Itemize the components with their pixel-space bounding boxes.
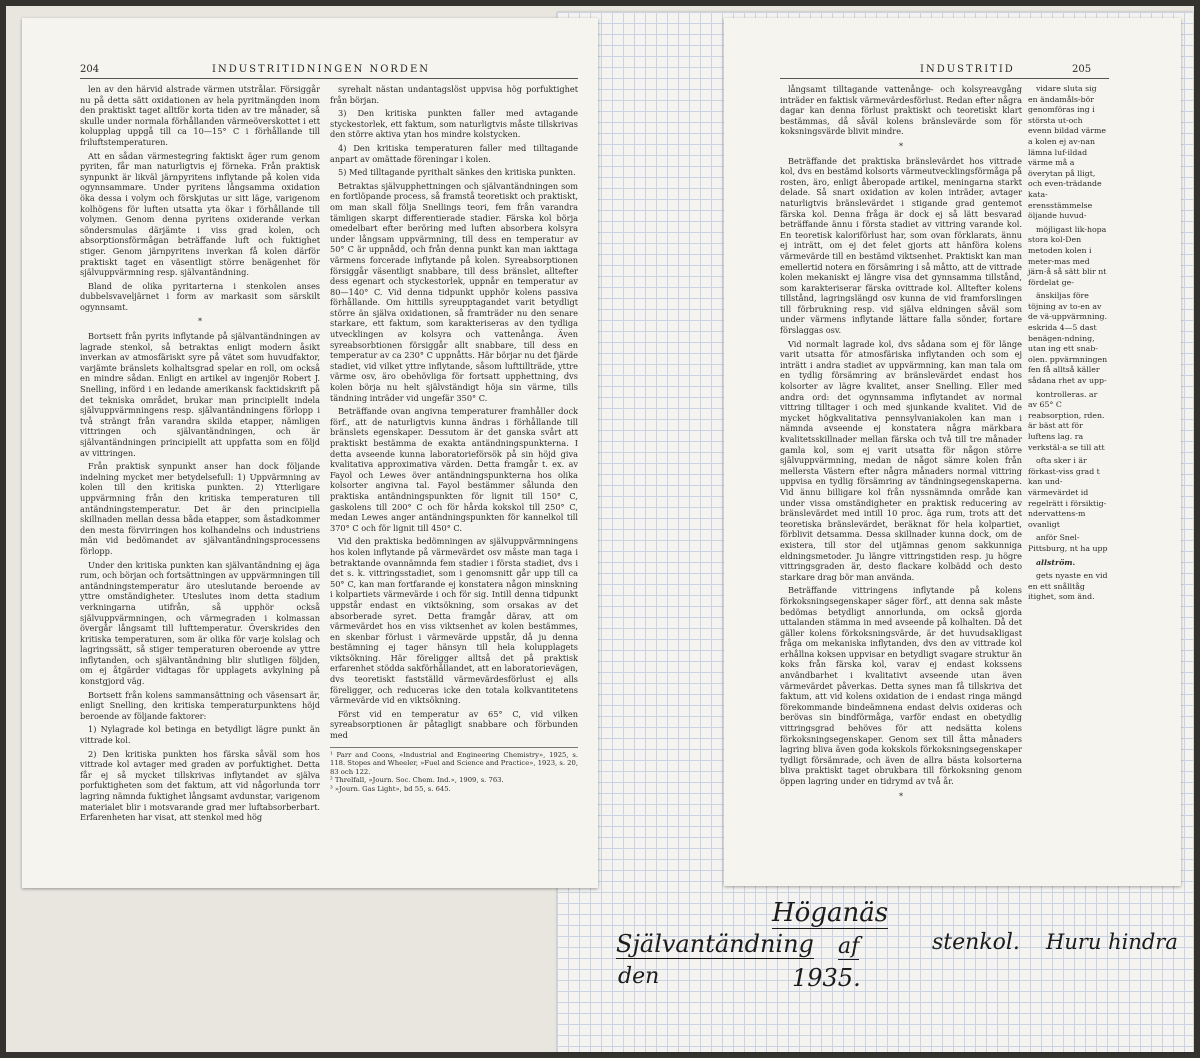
page-header-left bbox=[22, 64, 598, 82]
header-rule bbox=[780, 78, 1109, 79]
clipping-page-205 bbox=[724, 18, 1181, 886]
section-asterisk: * bbox=[898, 140, 904, 151]
paragraph-fragment: gets nyaste en vid en ett snålltåg itighet, som änd. bbox=[1028, 571, 1108, 602]
header-rule bbox=[80, 78, 578, 79]
paragraph: 4) Den kritiska temperaturen faller med tilltagande anpart av omättade föreningar i kolen. bbox=[330, 142, 578, 164]
right-page-column-2-cut bbox=[1028, 84, 1108, 606]
handwritten-year: 1935. bbox=[792, 964, 861, 992]
paragraph-fragment: anför Snel-Pittsburg, nt ha upp bbox=[1028, 533, 1108, 553]
paragraph-fragment: kontrolleras. ar av 65° C reabsorption, rden. är bäst att för luftens lag. ra verkstäl-a se till att bbox=[1028, 389, 1105, 452]
footnotes bbox=[330, 747, 578, 794]
handwritten-word: stenkol. bbox=[932, 930, 1020, 955]
handwritten-title: Höganäs bbox=[772, 898, 889, 928]
page-number: 204 bbox=[80, 64, 100, 75]
handwritten-subject: Självantändning bbox=[616, 930, 814, 958]
journal-title: INDUSTRITIDNINGEN NORDEN bbox=[212, 64, 430, 75]
paragraph: Betraktas självupphettningen och självantändningen som en fortlöpande process, så framstå teoretiskt och praktiskt, om man skall följa Snellings teori, fem från varandra tämligen skarpt differentierade stadier. Färska kol börja omedelbart efter beröring med luften absorbera kolsyra under långsam uppvärmning, till dess en temperatur av 50° C är uppnådd, och från denna punkt kan man iakttaga värmens forcerade inflytande på kolen. Syreabsorptionen försiggår väsentligt snabbare, till dess bränslet, alltefter dess egenart och styckestorlek, uppnår en temperatur av 80—140° C. Vid denna tidpunkt upphör kolens passiva förhållande. Om hittills syreupptagandet varit betydligt större än själva oxidationen, så framträder nu den senare starkare, ett faktum, som karakteriseras av den tydliga utvecklingen av kolsyra och vattenånga. Även syreabsorbtionen försiggår allt snabbare, till dess en temperatur av ca 230° C uppnåtts. Här börjar nu det fjärde stadiet, vid vilket yttre inflytande, såsom lufttillträde, yttre värme osv, äro obehövliga för fortsatt upphettning, dvs kolen börja nu helt självständigt höja sin värme, tills tändning inträder vid ungefär 350° C. bbox=[330, 180, 578, 403]
paragraph: Bortsett från kolens sammansättning och väsensart är, enligt Snelling, den kritiska temperaturpunktens höjd beroende av följande faktorer: bbox=[80, 689, 320, 721]
paragraph: 3) Den kritiska punkten faller med avtagande styckestorlek, ett faktum, som naturligtvis måste tillskrivas den större aktiva ytan hos mindre kolstycken. bbox=[330, 108, 578, 140]
paragraph: Först vid en temperatur av 65° C, vid vilken syreabsorptionen är påtagligt snabbare och förbunden med bbox=[330, 708, 578, 741]
handwritten-question: Huru hindra bbox=[1046, 930, 1178, 954]
paragraph: syrehalt nästan undantagslöst uppvisa hög porfuktighet från början. bbox=[330, 84, 578, 105]
paragraph-fragment: allström. bbox=[1036, 557, 1076, 567]
left-page-column-1 bbox=[80, 84, 320, 826]
paragraph: Beträffande det praktiska bränslevärdet hos vittrade kol, dvs en bestämd kolsorts värmeutvecklingsförmåga på rosten, äro, enligt åberopade artikel, meningarna starkt delade. Så snart oxidation av kolen inträder, avtager naturligtvis bränslevärdet i stigande grad gentemot färska kol. Denna fråga är dock ej så lätt besvarad beträffande ännu i första stadiet av vittring varande kol. En teoretisk kaloriförlust har, som ovan förklarats, ännu ej inträtt, om ej det felet gjorts att hänföra kolens värmevärde till en bestämd viktsenhet. Praktiskt kan man emellertid notera en försämring i så måtto, att de vittrade kolen mekaniskt ej längre visa det gynnsamma tillstånd, som karakteriserar färska ovittrade kol. Alltefter kolens tillstånd, lagringslängd osv kunna de vid framforslingen till förbrukning resp. vid själva eldningen såväl som under värmens inflytande lättare falla sönder, fortare förslaggas osv. bbox=[780, 155, 1022, 336]
right-page-column-1 bbox=[780, 84, 1022, 805]
paragraph: långsamt tilltagande vattenånge- och kolsyreavgång inträder en faktisk värmevärdesförlust. Redan efter några dagar kan denna förlust praktiskt och teoretiskt klart bestämmas, då såväl kolens bränslevärde som för koksningsvärde blivit mindre. bbox=[780, 84, 1022, 137]
paragraph-fragment: möjligast lik-hopa stora kol-Den metoden kolen i meter-mas med järn-å så sätt blir nt fördelat ge- bbox=[1028, 224, 1107, 287]
paragraph: Att en sådan värmestegring faktiskt äger rum genom pyriten, får man naturligtvis ej förneka. Från praktisk synpunkt är likväl järnpyritens inflytande på kolen vida ogynnsammare. Under pyritens långsamma oxidation öka dessa i volym och förskjutas ur sitt läge, varigenom kolhögens för luften utsatta yta ökar i förhållande till volymen. Genom denna pyritens oxiderande verkan söndersmulas därjämte i viss grad kolen, och absorptionsförmågan beträffande luft och fuktighet stiger. Genom järnpyritens inverkan få kolen därför praktiskt taget en väsentligt större benägenhet för självuppvärmning resp. självantändning. bbox=[80, 150, 320, 278]
section-asterisk: * bbox=[197, 316, 203, 327]
paragraph: Beträffande vittringens inflytande på kolens förkoksningsegenskaper säger förf., att denna sak måste bedömas betydligt annorlunda, om också gjorda uttalanden stämma in med avseende på kolhalten. Då det gäller kolens förkoksningsvärde, är det huvudsakligast fråga om mekaniska inflytanden, dvs den av vittrade kol erhållna koksen uppvisar en betydligt svagare struktur än koks från färska kol, varav ej endast kokssens användbarhet i kvalitativt avseende utan även värmevärdet påverkas. Detta synes man få tillskriva det faktum, att vid kolens oxidation de i endast ringa mängd förekommande bindeämnena endast delvis oxideras och berövas sin bindförmåga, varför endast en obetydlig vittringsgrad behöves för att nedsätta kolens förkoksningsegenskaper. Genom sex till åtta månaders lagring bliva även goda kokskols förkoksningsegenskaper tydligt försämrade, och även de allra bästa kolsorterna bliva praktiskt taget obrukbara till förkoksning genom öppen lagring under en tidrymd av två år. bbox=[780, 585, 1022, 786]
section-asterisk: * bbox=[898, 790, 904, 801]
page-header-right bbox=[724, 64, 1181, 82]
paragraph-fragment: änskiljas före töjning av to-en av de vä-uppvärmning. eskrida 4—5 dast benägen-ndning, utan ing ett snab-olen. ppvärmningen fen få alltså käller sådana rhet av upp- bbox=[1028, 291, 1108, 386]
paragraph: 1) Nylagrade kol betinga en betydligt lägre punkt än vittrade kol. bbox=[80, 724, 320, 746]
journal-title: INDUSTRITID bbox=[920, 64, 1015, 75]
footnote: ¹ Parr and Coons, »Industrial and Engineering Chemistry», 1925, s. 118. Stopes and Wheeler, »Fuel and Science and Practice», 1923, s. 20, 83 och 122. bbox=[330, 750, 578, 776]
paragraph-fragment: vidare sluta sig en ändamåls-bör genomföras ing i största ut-och evenn bildad värme a kolen ej av-nan lämna luf-ildad värme må a överytan på lligt, och even-trädande kata-erensstämmelse öljande huvud- bbox=[1028, 84, 1107, 221]
footnote: ³ »Journ. Gas Light», bd 55, s. 645. bbox=[330, 785, 451, 793]
paragraph: Bortsett från pyrits inflytande på självantändningen av lagrade stenkol, så betraktas enligt modern åsikt inverkan av atmosfäriskt syre på vätet som huvudfaktor, varjämte bränslets kolhaltsgrad spelar en roll, om också en mindre sådan. Enligt en artikel av ingenjör Robert J. Snelling, införd i en ledande amerikansk facktidskrift på det tekniska området, brukar man principiellt indela självuppvärmningens resp. självantändningens förlopp i två strängt från varandra skilda etapper, nämligen vittringen och självantändningen, och är självantändningen principiellt att uppfatta som en följd av vittringen. bbox=[80, 331, 320, 458]
paragraph-fragment: ofta sker i är förkast-viss grad t kan und-värmevärdet id regelrätt i försiktig-ndervattens-m ovanligt bbox=[1028, 456, 1107, 529]
page-number: 205 bbox=[1072, 64, 1092, 75]
handwritten-word: den bbox=[618, 964, 660, 989]
left-page-column-2 bbox=[330, 84, 578, 794]
paragraph: 5) Med tilltagande pyrithalt sänkes den kritiska punkten. bbox=[338, 167, 576, 178]
handwritten-word: af bbox=[838, 934, 860, 959]
footnote: ² Threlfall, »Journ. Soc. Chem. Ind.», 1909, s. 763. bbox=[330, 776, 504, 785]
paragraph: Vid normalt lagrade kol, dvs sådana som ej för länge varit utsatta för atmosfäriska inflytanden och som ej inträtt i andra stadiet av uppvärmning, kan man tala om en tydlig försämring av bränslevärdet endast hos kolsorter av lägre kvalitet, anser Snelling. Eller med andra ord: det ogynnsamma inflytandet av normal vittring tilltager i och med sjunkande kvalitet. Vid de mycket högkvalitativa pennsylvaniakolen kan man i nämnda avseende ej konstatera några märkbara kvalitetsskillnader mellan färska och två till tre månader gamla kol, som ej varit utsatta för någon större självuppvärmning, medan de något sämre kolen från mellersta Västern efter några månaders normal vittring uppvisa en tydlig försämring av tändningsegenskaperna. Vid ännu billigare kol från nyssnämnda område kan under vissa omständigheter en praktisk reducering av bränslevärdet med intill 10 proc. äga rum, trots att det teoretiska bränslevärdet, beräknat för hela kolpartiet, förblivit detsamma. Dessa skillnader kunna dock, om de existera, till stor del utjämnas genom sakkunniga eldningsmetoder. Ju längre vittringstiden resp. ju högre vittringsgraden är, desto flackare kolbädd och desto starkare drag bör man använda. bbox=[780, 338, 1022, 582]
paragraph: Under den kritiska punkten kan självantändning ej äga rum, och början och fortsättningen av uppvärmningen till antändningstemperatur äro uteslutande beroende av yttre omständigheter. Uteslutes inom detta stadium verkningarna utifrån, så upphör också självuppvärmningen, och värmegraden i kolmassan övergår långsamt till lufttemperatur. Överskrides den kritiska temperaturen, som är olika för varje kolslag och lagringssätt, så stiger temperaturen oberoende av yttre inflytanden, och självantändning blir slutligen följden, om ej åtgärder vidtagas för upplagets avkylning på konstgjord väg. bbox=[80, 559, 320, 687]
paragraph: Vid den praktiska bedömningen av självuppvärmningens hos kolen inflytande på värmevärdet osv måste man taga i betraktande ovannämnda fem stadier i första stadiet, dvs i det s. k. vittringsstadiet, som i genomsnitt går upp till ca 50° C, kan man fortfarande ej konstatera någon minskning i kolpartiets värmevärde i och för sig. Intill denna tidpunkt uppstår endast en viktsökning, som orsakas av det absorberade syret. Detta framgår därav, att om värmevärdet hos en viss viktsenhet av kolen bestämmes, en skenbar förlust i värmevärde uppstår, då ju denna bestämning ej tager hänsyn till hela kolupplagets viktsökning. Här föreligger alltså det på praktisk erfarenhet stödda sakförhållandet, att en laboratorievägen, dvs teoretiskt fastställd värmevärdesförlust ej alls föreligger, och reduceras icke den totala kolkvantitetens värmevärde vid en viktsökning. bbox=[330, 536, 578, 706]
paragraph: Från praktisk synpunkt anser han dock följande indelning mycket mer betydelsefull: 1) Uppvärmning av kolen till den kritiska punkten. 2) Ytterligare uppvärmning från den kritiska temperaturen till antändningstemperatur. Det är den principiella skillnaden mellan dessa båda etapper, som åstadkommer den mesta förvirringen hos kolhandelns och industriens män vid bedömandet av självantändningsprocessens förlopp. bbox=[80, 461, 320, 556]
clipping-page-204 bbox=[22, 18, 598, 888]
paragraph: 2) Den kritiska punkten hos färska såväl som hos vittrade kol avtager med graden av porfuktighet. Detta får ej så mycket tillskrivas inflytandet av själva porfuktigheten som det faktum, att vid någorlunda torr lagring nämnda fuktighet långsamt avdunstar, varigenom materialet blir i motsvarande grad mer luftabsorberbart. Erfarenheten har visat, att stenkol med hög bbox=[80, 748, 320, 823]
paragraph: Beträffande ovan angivna temperaturer framhåller dock förf., att de naturligtvis kunna ändras i förhållande till bränslets egenskaper. Dessutom är det ganska svårt att praktiskt bestämma de exakta antändningspunkterna. I detta avseende kunna laboratorieförsök på sin höjd giva kvalitativa approximativa värden. Detta framgår t. ex. av Fayol och Lewes över antändningspunkterna hos olika kolsorter angivna tal. Fayol bestämmer sålunda den praktiska antändningspunkten för lignit till 150° C, gaskolens till 200° C och för hårda kokskol till 250° C, medan Lewes anger antändningspunkten för kannelkol till 370° C och för lignit till 450° C. bbox=[330, 406, 578, 533]
paragraph: Bland de olika pyritarterna i stenkolen anses dubbelsvaveljärnet i form av markasit som särskilt ogynnsamt. bbox=[80, 280, 320, 312]
paragraph: len av den härvid alstrade värmen utstrålar. Försiggår nu på detta sätt oxidationen av hela pyritmängden inom den praktiskt taget alltför korta tiden av tre månader, så skulle under normala förhållanden värmeöverskottet i ett kolupplag uppgå till ca 10—15° C i förhållande till friluftstemperaturen. bbox=[80, 84, 320, 147]
